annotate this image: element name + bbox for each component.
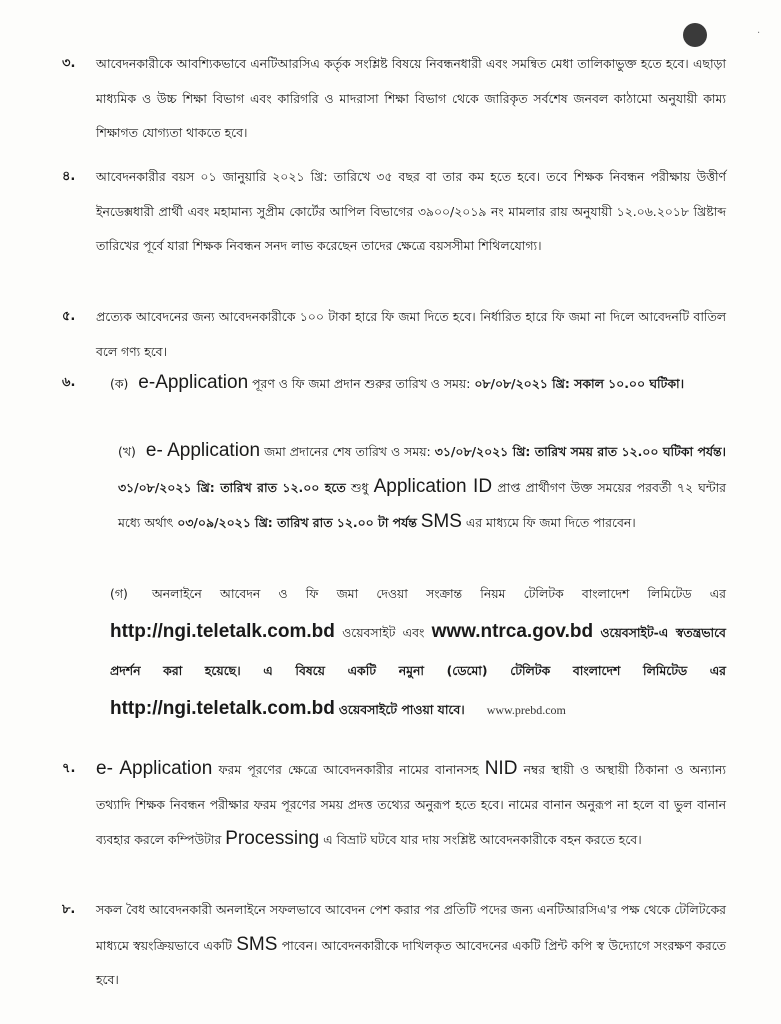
start-date: ০৮/০৮/২০২১ খ্রি: সকাল ১০.০০ ঘটিকা।	[474, 376, 685, 391]
id-date: ৩১/০৮/২০২১ খ্রি: তারিখ রাত ১২.০০ হতে	[118, 479, 346, 495]
sub-text-2: ওয়েবসাইট এবং	[342, 625, 425, 640]
clause-number: ৪.	[62, 169, 76, 184]
sub-clause-g	[110, 575, 726, 729]
clause-text: আবেদনকারীকে আবশ্যিকভাবে এনটিআরসিএ কর্তৃক সংশ্লিষ্ট বিষয়ে নিবন্ধনধারী এবং সমন্বিত মেধা তালিকাভুক্ত হতে হবে। এছাড়া মাধ্যমিক ও উচ্চ শিক্ষা বিভাগ এবং কারিগরি ও মাদরাসা শিক্ষা বিভাগ থেকে জারিকৃত সর্বশেষ জনবল কাঠামো অনুযায়ী কাম্য শিক্ষাগত যোগ্যতা থাকতে হবে।	[96, 56, 726, 140]
sub-label: (খ)	[118, 444, 136, 459]
clause-text	[96, 893, 726, 998]
text-part-2: পাবেন। আবেদনকারীকে দাখিলকৃত আবেদনের একটি প্রিন্ট কপি স্ব উদ্যোগে সংরক্ষণ করতে হবে।	[96, 937, 726, 987]
text-part-1: সকল বৈধ আবেদনকারী অনলাইনে সফলভাবে আবেদন পেশ করার পর প্রতিটি পদের জন্য এনটিআরসিএ'র পক্ষ থেকে টেলিটকের মাধ্যমে স্বয়ংক্রিয়ভাবে একটি	[96, 902, 726, 953]
clause-number: ৮.	[62, 902, 76, 917]
margin-mark: ·	[757, 28, 761, 39]
clause-number: ৩.	[62, 56, 76, 71]
demo-note-end: ওয়েবসাইটে পাওয়া যাবে।	[338, 702, 465, 717]
e-application-term: e- Application	[145, 440, 261, 461]
sub-clause-k	[110, 366, 726, 401]
e-application-term: e- Application	[96, 758, 213, 779]
sub-text-4: এর মাধ্যমে ফি জমা দিতে পারবেন।	[465, 515, 636, 530]
sub-text-3: প্রাপ্ত প্রার্থীগণ উক্ত সময়ের পরবর্তী ৭২ ঘন্টার মধ্যে অর্থাৎ	[118, 479, 726, 530]
sub-text-2: শুধু	[350, 479, 369, 495]
punch-hole-mark	[683, 23, 707, 47]
sub-text: জমা প্রদানের শেষ তারিখ ও সময়:	[264, 444, 431, 459]
sub-label: (গ)	[110, 586, 128, 601]
end-date: ৩১/০৮/২০২১ খ্রি: তারিখ সময় রাত ১২.০০ ঘটিকা পর্যন্ত।	[434, 444, 726, 459]
ntrca-url[interactable]: www.ntrca.gov.bd	[431, 621, 594, 642]
text-part-2: নম্বর স্থায়ী ও অস্থায়ী ঠিকানা ও অন্যান্য তথ্যাদি শিক্ষক নিবন্ধন পরীক্ষার ফরম পূরণের সময় প্রদত্ত তথ্যের অনুরূপ হতে হবে। নামের বানান অনুরূপ না হলে বা ভুল বানান ব্যবহার করলে কম্পিউটার	[96, 762, 726, 847]
teletalk-url[interactable]: http://ngi.teletalk.com.bd	[110, 621, 335, 642]
demo-note: ওয়েবসাইট-এ স্বতন্ত্রভাবে প্রদর্শন করা হয়েছে। এ বিষয়ে একটি নমুনা (ডেমো) টেলিটক বাংলাদেশ লিমিটেড এর	[110, 625, 726, 678]
clause-text	[96, 752, 726, 858]
sub-text: অনলাইনে আবেদন ও ফি জমা দেওয়া সংক্রান্ত নিয়ম টেলিটক বাংলাদেশ লিমিটেড এর	[152, 586, 726, 601]
clause-number: ৭.	[62, 761, 76, 776]
sub-label: (ক)	[110, 376, 129, 391]
text-part-1: ফরম পূরণের ক্ষেত্রে আবেদনকারীর নামের বানানসহ	[218, 762, 479, 777]
sub-clause-kh	[118, 434, 726, 541]
clause-text: প্রত্যেক আবেদনের জন্য আবেদনকারীকে ১০০ টাকা হারে ফি জমা দিতে হবে। নির্ধারিত হারে ফি জমা না দিলে আবেদনটি বাতিল বলে গণ্য হবে।	[96, 309, 726, 359]
sms-term: SMS	[420, 511, 462, 532]
nid-term: NID	[484, 758, 518, 779]
teletalk-url-2[interactable]: http://ngi.teletalk.com.bd	[110, 698, 335, 719]
application-id-term: Application ID	[373, 475, 493, 497]
watermark-url: www.prebd.com	[486, 703, 566, 717]
clause-number: ৫.	[62, 309, 76, 324]
fee-deadline: ০৩/০৯/২০২১ খ্রি: তারিখ রাত ১২.০০ টা পর্যন্ত	[177, 515, 417, 530]
sub-text: পূরণ ও ফি জমা প্রদান শুরুর তারিখ ও সময়:	[252, 376, 471, 391]
clause-text: আবেদনকারীর বয়স ০১ জানুয়ারি ২০২১ খ্রি: তারিখে ৩৫ বছর বা তার কম হতে হবে। তবে শিক্ষক নিবন্ধন পরীক্ষায় উত্তীর্ণ ইনডেক্সধারী প্রার্থী এবং মহামান্য সুপ্রীম কোর্টের আপিল বিভাগের ৩৯০০/২০১৯ নং মামলার রায় অনুযায়ী ১২.০৬.২০১৮ খ্রিষ্টাব্দ তারিখের পূর্বে যারা শিক্ষক নিবন্ধন সনদ লাভ করেছেন তাদের ক্ষেত্রে বয়সসীমা শিথিলযোগ্য।	[96, 169, 726, 253]
sms-term: SMS	[236, 933, 278, 955]
text-part-3: এ বিভ্রাট ঘটবে যার দায় সংশ্লিষ্ট আবেদনকারীকে বহন করতে হবে।	[323, 832, 642, 847]
processing-term: Processing	[225, 828, 320, 849]
e-application-term: e-Application	[138, 372, 249, 393]
clause-number: ৬.	[62, 375, 76, 390]
